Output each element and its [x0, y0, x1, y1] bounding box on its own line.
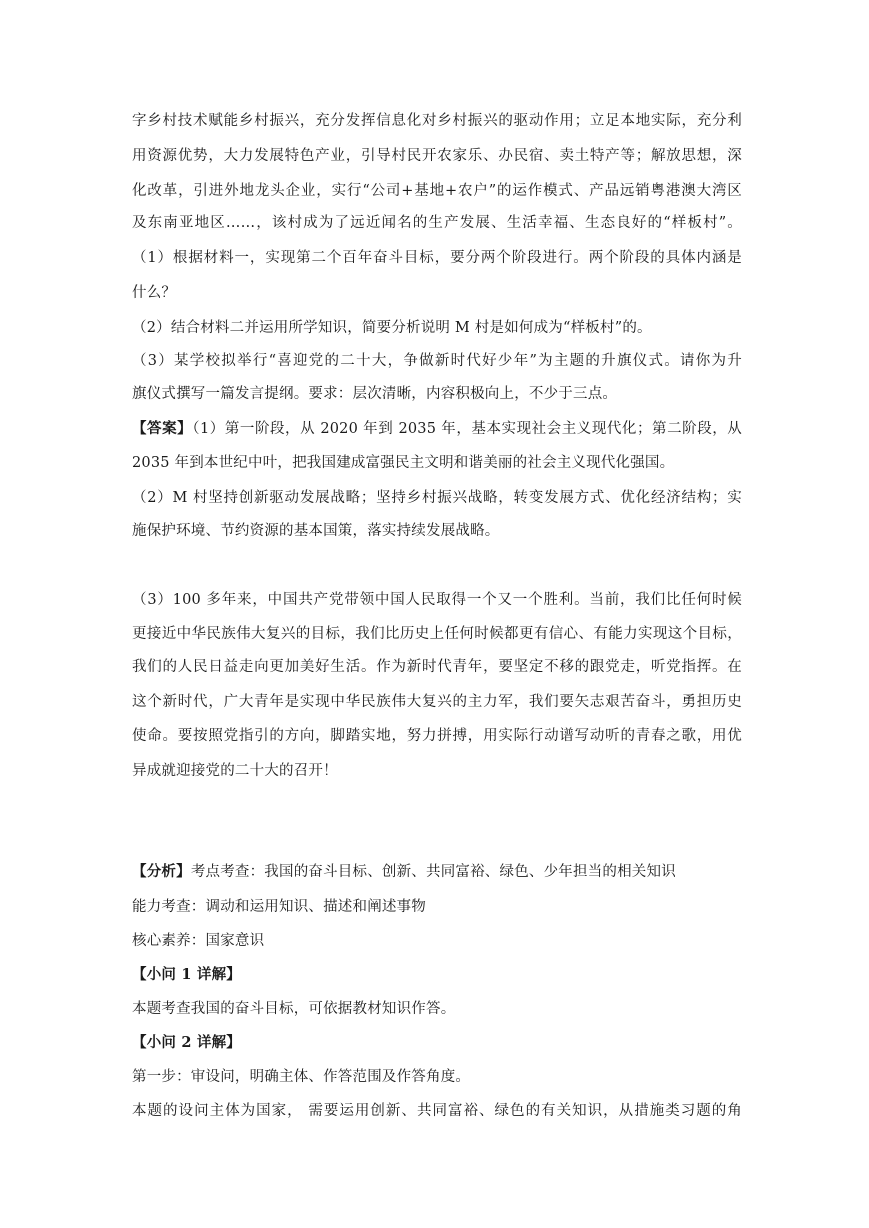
answer-1-line-2: 2035 年到本世纪中叶，把我国建成富强民主文明和谐美丽的社会主义现代化强国。: [132, 455, 675, 471]
sub-question-2-text: 本题的设问主体为国家， 需要运用创新、共同富裕、绿色的有关知识，从措施类习题的角: [132, 1103, 742, 1119]
answer-3-line-1: （3）100 多年来，中国共产党带领中国人民取得一个又一个胜利。当前，我们比任何时候: [132, 592, 742, 608]
answer-1-line-1: [132, 419, 742, 439]
sub-question-2-title: 【小问 2 详解】: [132, 1034, 241, 1051]
analysis-topic-line: [132, 862, 742, 882]
answer-2-line-1: （2）M 村坚持创新驱动发展战略；坚持乡村振兴战略，转变发展方式、优化经济结构；实: [132, 490, 742, 506]
analysis-topic: 考点考查：我国的奋斗目标、创新、共同富裕、绿色、少年担当的相关知识: [190, 864, 676, 880]
question-3-line-1: （3）某学校拟举行“喜迎党的二十大，争做新时代好少年”为主题的升旗仪式。请你为升: [132, 353, 742, 369]
answer-3-line-3: 我们的人民日益走向更加美好生活。作为新时代青年，要坚定不移的跟党走，听党指挥。在: [132, 659, 742, 675]
answer-3-line-2: 更接近中华民族伟大复兴的目标，我们比历史上任何时候都更有信心、有能力实现这个目标，: [132, 626, 742, 642]
analysis-literacy: 核心素养：国家意识: [132, 933, 265, 949]
question-1-line-2: 什么？: [132, 285, 177, 301]
question-3-line-2: 旗仪式撰写一篇发言提纲。要求：层次清晰，内容积极向上，不少于三点。: [132, 386, 618, 402]
answer-3-line-6: 异成就迎接党的二十大的召开！: [132, 763, 338, 779]
answer-3-line-5: 使命。要按照党指引的方向，脚踏实地，努力拼搏，用实际行动谱写动听的青春之歌，用优: [132, 728, 742, 744]
material-line-4: 及东南亚地区……，该村成为了远近闻名的生产发展、生活幸福、生态良好的“样板村”。: [132, 215, 742, 231]
analysis-ability: 能力考查：调动和运用知识、描述和阐述事物: [132, 899, 426, 915]
sub-question-2-step-1: 第一步：审设问，明确主体、作答范围及作答角度。: [132, 1069, 471, 1085]
material-line-3: 化改革，引进外地龙头企业，实行“公司+基地+农户”的运作模式、产品远销粤港澳大湾区: [132, 183, 742, 199]
question-1-line-1: （1）根据材料一，实现第二个百年奋斗目标，要分两个阶段进行。两个阶段的具体内涵是: [132, 250, 742, 266]
sub-question-1-title: 【小问 1 详解】: [132, 966, 241, 983]
sub-question-1-text: 本题考查我国的奋斗目标，可依据教材知识作答。: [132, 1001, 456, 1017]
answer-1-text: （1）第一阶段，从 2020 年到 2035 年，基本实现社会主义现代化；第二阶段，从: [192, 421, 742, 437]
answer-label: 【答案】: [132, 420, 193, 437]
material-line-1: 字乡村技术赋能乡村振兴，充分发挥信息化对乡村振兴的驱动作用；立足本地实际，充分利: [132, 113, 742, 129]
material-line-2: 用资源优势，大力发展特色产业，引导村民开农家乐、办民宿、卖土特产等；解放思想，深: [132, 148, 742, 164]
answer-3-line-4: 这个新时代，广大青年是实现中华民族伟大复兴的主力军，我们要矢志艰苦奋斗，勇担历史: [132, 694, 742, 710]
question-2: （2）结合材料二并运用所学知识，简要分析说明 M 村是如何成为“样板村”的。: [132, 320, 652, 336]
answer-2-line-2: 施保护环境、节约资源的基本国策，落实持续发展战略。: [132, 523, 500, 539]
analysis-label: 【分析】: [132, 863, 191, 880]
